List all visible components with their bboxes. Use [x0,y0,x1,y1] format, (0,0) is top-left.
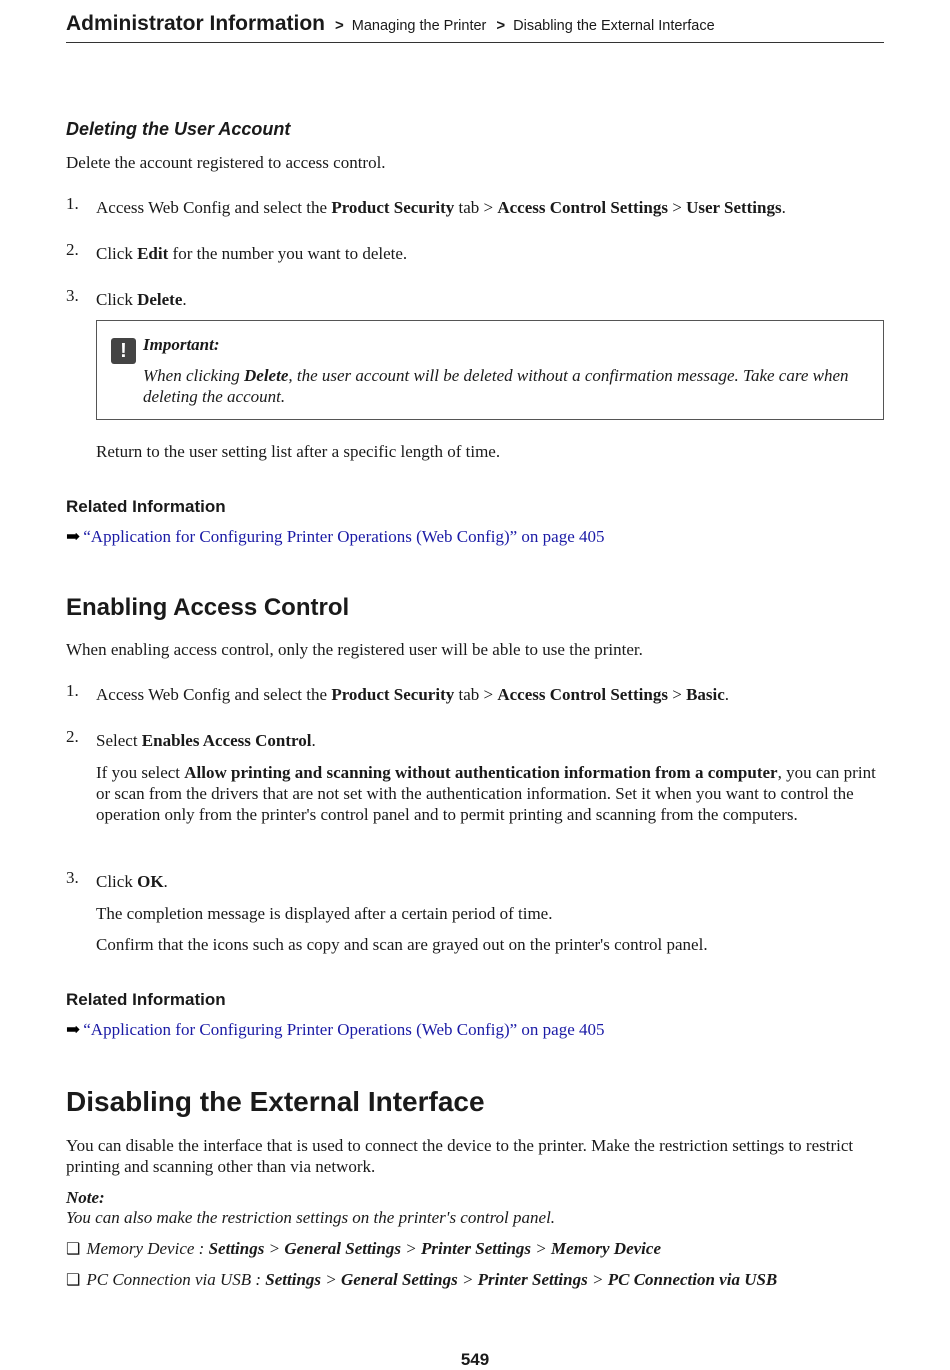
step-number: 1. [66,681,79,700]
step-number: 3. [66,868,79,887]
related-information-title: Related Information [66,990,226,1009]
step-number: 3. [66,286,79,305]
page-number: 549 [460,1350,490,1369]
checkbox-bullet-icon: ❑ [66,1272,81,1289]
step-text: Click Edit for the number you want to delete. [96,244,408,263]
exclamation-icon: ! [111,338,136,364]
step-number: 2. [66,727,79,746]
note-title: Note: [66,1188,105,1207]
related-information-title: Related Information [66,497,226,516]
step-text: Select Enables Access Control. [96,731,316,750]
section-heading-deleting-user-account: Deleting the User Account [66,119,291,139]
important-callout [96,320,884,420]
arrow-right-icon: ➡ [66,527,81,546]
breadcrumb-managing-printer: Managing the Printer [351,18,487,34]
step-number: 1. [66,194,79,213]
related-link-row [66,526,605,547]
step-text: Click OK. [96,872,168,891]
section-intro: When enabling access control, only the registered user will be able to use the printer. [66,640,643,659]
section-heading-enabling-access-control: Enabling Access Control [66,594,350,621]
step-text: Click Delete. [96,290,187,309]
step-detail: If you select Allow printing and scanning without authentication information from a computer, you can print or scan from the drivers that are not set with the authentication information. Set it when you want to control the operation only from the printer's control panel and to permit printing and scanning from the computers. [96,763,876,824]
step-text: Access Web Config and select the Product Security tab > Access Control Settings > User Settings. [96,198,786,217]
web-config-link[interactable]: “Application for Configuring Printer Operations (Web Config)” on page 405 [83,1020,605,1039]
breadcrumb-disabling-interface: Disabling the External Interface [513,18,715,34]
step-detail: Confirm that the icons such as copy and scan are grayed out on the printer's control panel. [96,935,708,954]
breadcrumb-separator: > [335,17,344,34]
important-title: Important: [143,335,220,354]
important-text: When clicking Delete, the user account will be deleted without a confirmation message. Take care when deleting the account. [143,366,849,406]
step-text: Access Web Config and select the Product Security tab > Access Control Settings > Basic. [96,685,730,704]
section-heading-disabling-external-interface: Disabling the External Interface [66,1086,485,1117]
header-title: Administrator Information [66,12,326,35]
step-followup: Return to the user setting list after a specific length of time. [96,442,501,461]
section-intro: Delete the account registered to access control. [66,153,386,172]
related-link-row [66,1019,605,1040]
note-text: You can also make the restriction settings on the printer's control panel. [66,1208,556,1227]
page-header [66,12,884,43]
list-item: ❑ Memory Device : Settings > General Settings > Printer Settings > Memory Device [66,1239,661,1258]
breadcrumb-separator: > [496,17,506,34]
checkbox-bullet-icon: ❑ [66,1241,81,1258]
step-number: 2. [66,240,79,259]
section-intro: You can disable the interface that is used to connect the device to the printer. Make the restriction settings to restrict printing and scanning other than via network. [66,1136,854,1176]
step-detail: The completion message is displayed after a certain period of time. [96,904,553,923]
list-item: ❑ PC Connection via USB : Settings > General Settings > Printer Settings > PC Connection via USB [66,1270,778,1289]
arrow-right-icon: ➡ [66,1020,81,1039]
web-config-link[interactable]: “Application for Configuring Printer Operations (Web Config)” on page 405 [83,527,605,546]
